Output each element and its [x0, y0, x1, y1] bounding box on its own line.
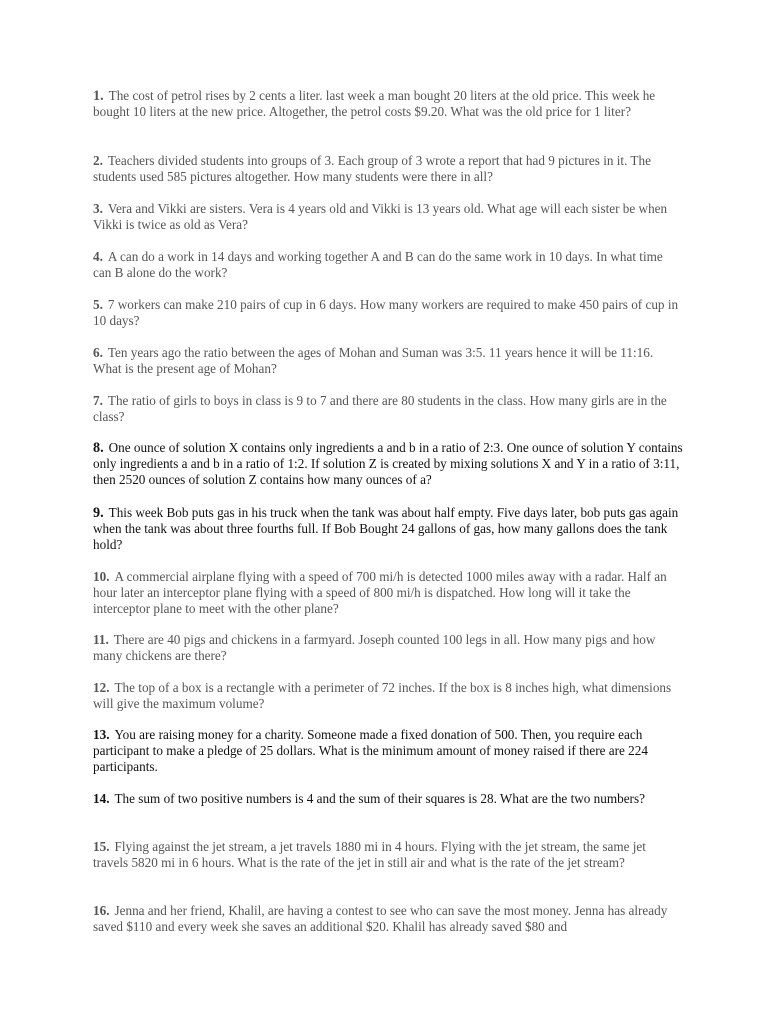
- problem-number: 4.: [93, 249, 103, 264]
- problem-number: 9.: [93, 505, 104, 521]
- problem-number: 8.: [93, 440, 104, 456]
- problem-text: There are 40 pigs and chickens in a farmyard. Joseph counted 100 legs in all. How many pigs and how many chickens are there?: [93, 632, 656, 664]
- problem-number: 16.: [93, 903, 110, 918]
- problem-number: 7.: [93, 393, 103, 408]
- problem-7: [93, 393, 683, 425]
- problem-15: [93, 839, 683, 871]
- problem-text: Jenna and her friend, Khalil, are having a contest to see who can save the most money. Jenna has already saved $110 and every week she saves an additional $20. Khalil has already saved $80 and: [93, 903, 668, 935]
- problem-number: 15.: [93, 839, 110, 854]
- problem-number: 1.: [93, 88, 104, 104]
- problem-10: [93, 569, 683, 618]
- problem-3: [93, 201, 683, 233]
- problem-2: [93, 153, 683, 185]
- problem-8: [93, 440, 683, 489]
- problem-number: 3.: [93, 201, 103, 216]
- problem-text: Vera and Vikki are sisters. Vera is 4 years old and Vikki is 13 years old. What age will each sister be when Vikki is twice as old as Vera?: [93, 201, 668, 233]
- problem-number: 13.: [93, 727, 110, 742]
- problem-11: [93, 632, 683, 664]
- problem-text: Teachers divided students into groups of 3. Each group of 3 wrote a report that had 9 pictures in it. The students used 585 pictures altogether. How many students were there in all?: [93, 153, 651, 185]
- problem-16: [93, 903, 683, 935]
- problem-number: 5.: [93, 297, 103, 312]
- problem-text: The sum of two positive numbers is 4 and the sum of their squares is 28. What are the two numbers?: [114, 791, 645, 806]
- problem-text: Ten years ago the ratio between the ages of Mohan and Suman was 3:5. 11 years hence it will be 11:16. What is the present age of Mohan?: [93, 345, 654, 377]
- problem-number: 14.: [93, 791, 110, 806]
- problem-text: The cost of petrol rises by 2 cents a liter. last week a man bought 20 liters at the old price. This week he bought 10 liters at the new price. Altogether, the petrol costs $9.20. What was the old price for 1 liter?: [93, 88, 656, 120]
- problem-number: 6.: [93, 345, 103, 360]
- problem-text: The ratio of girls to boys in class is 9 to 7 and there are 80 students in the class. How many girls are in the class?: [93, 393, 667, 425]
- problem-text: This week Bob puts gas in his truck when the tank was about half empty. Five days later, bob puts gas again when the tank was about three fourths full. If Bob Bought 24 gallons of gas, how many gallons does the tank hold?: [93, 505, 679, 553]
- problem-number: 2.: [93, 153, 103, 168]
- problem-text: You are raising money for a charity. Someone made a fixed donation of 500. Then, you require each participant to make a pledge of 25 dollars. What is the minimum amount of money raised if there are 224 participants.: [93, 727, 648, 775]
- problem-number: 12.: [93, 680, 110, 695]
- problem-9: [93, 505, 683, 554]
- problem-5: [93, 297, 683, 329]
- problem-text: One ounce of solution X contains only ingredients a and b in a ratio of 2:3. One ounce of solution Y contains only ingredients a and b in a ratio of 1:2. If solution Z is created by mixing solutions X and Y in a ratio of 3:11, then 2520 ounces of solution Z contains how many ounces of a?: [93, 440, 683, 488]
- problem-13: [93, 727, 683, 776]
- problem-14: [93, 791, 683, 807]
- problem-text: A commercial airplane flying with a speed of 700 mi/h is detected 1000 miles away with a radar. Half an hour later an interceptor plane flying with a speed of 800 mi/h is dispatched. How long will it take the interceptor plane to meet with the other plane?: [93, 569, 667, 617]
- problem-text: 7 workers can make 210 pairs of cup in 6 days. How many workers are required to make 450 pairs of cup in 10 days?: [93, 297, 679, 329]
- problem-text: Flying against the jet stream, a jet travels 1880 mi in 4 hours. Flying with the jet stream, the same jet travels 5820 mi in 6 hours. What is the rate of the jet in still air and what is the rate of the jet stream?: [93, 839, 646, 871]
- problem-12: [93, 680, 683, 712]
- problem-number: 10.: [93, 569, 110, 584]
- problem-4: [93, 249, 683, 281]
- problem-number: 11.: [93, 632, 109, 647]
- problem-1: [93, 88, 683, 120]
- problem-6: [93, 345, 683, 377]
- problem-text: The top of a box is a rectangle with a perimeter of 72 inches. If the box is 8 inches high, what dimensions will give the maximum volume?: [93, 680, 672, 712]
- problem-text: A can do a work in 14 days and working together A and B can do the same work in 10 days. In what time can B alone do the work?: [93, 249, 663, 281]
